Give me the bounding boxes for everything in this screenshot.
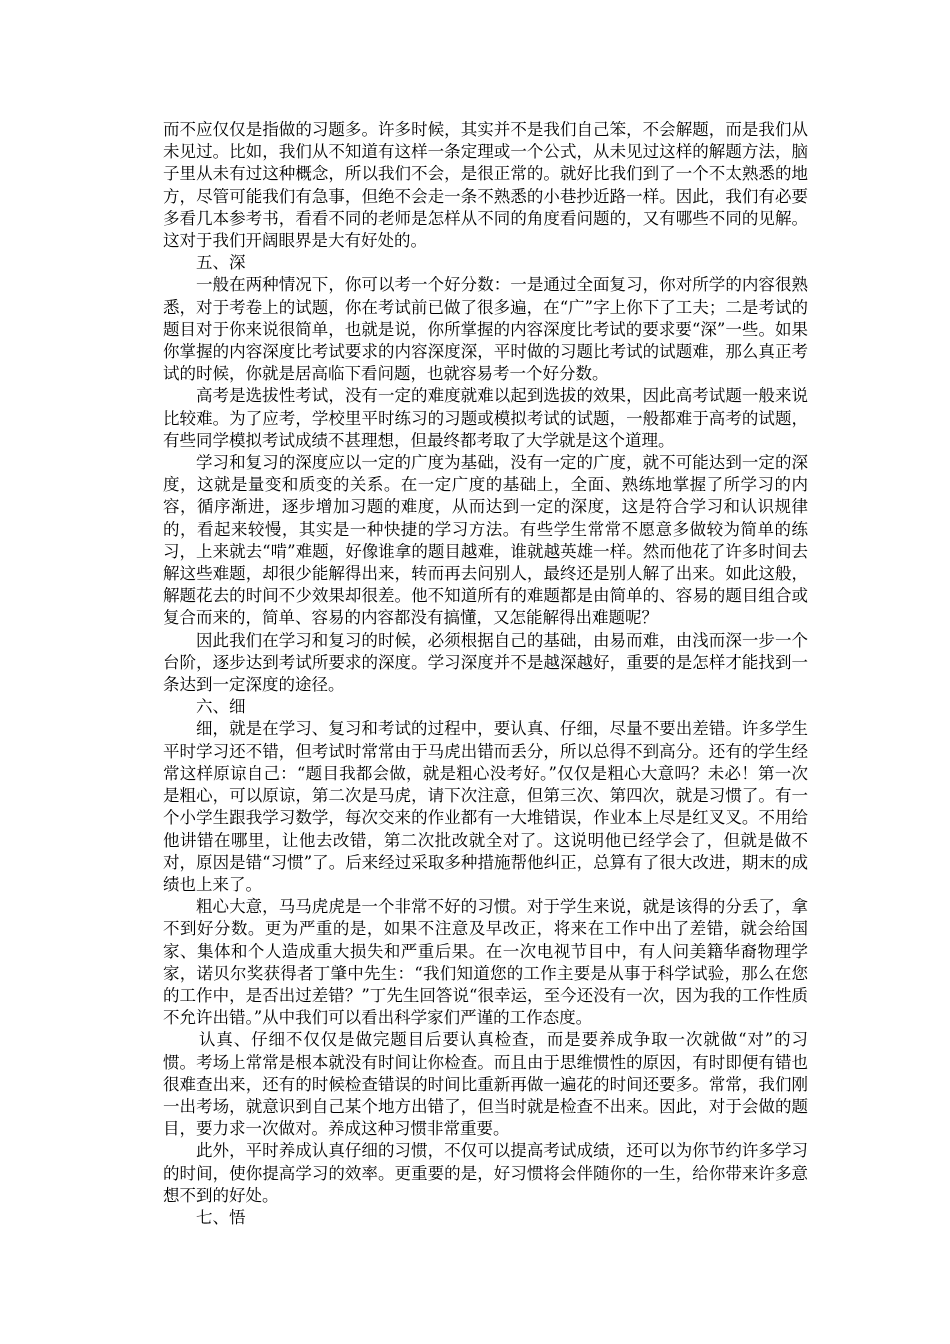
- paragraph: 因此我们在学习和复习的时候，必须根据自己的基础，由易而难，由浅而深一步一个台阶，逐步达到考试所要求的深度。学习深度并不是越深越好，重要的是怎样才能找到一条达到一定深度的途径。: [163, 630, 808, 695]
- document-body: [163, 119, 808, 1229]
- paragraph: 一般在两种情况下，你可以考一个好分数：一是通过全面复习，你对所学的内容很熟悉，对于考卷上的试题，你在考试前已做了很多遍，在“广”字上你下了工夫；二是考试的题目对于你来说很简单，也就是说，你所掌握的内容深度比考试的要求要“深”一些。如果你掌握的内容深度比考试要求的内容深度深，平时做的习题比考试的试题难，那么真正考试的时候，你就是居高临下看问题，也就容易考一个好分数。: [163, 275, 808, 384]
- paragraph: 细，就是在学习、复习和考试的过程中，要认真、仔细，尽量不要出差错。许多学生平时学习还不错，但考试时常常由于马虎出错而丢分，所以总得不到高分。还有的学生经常这样原谅自己：“题目我都会做，就是粗心没考好。”仅仅是粗心大意吗？未必！第一次是粗心，可以原谅，第二次是马虎，请下次注意，但第三次、第四次，就是习惯了。有一个小学生跟我学习数学，每次交来的作业都有一大堆错误，作业本上尽是红叉叉。不用给他讲错在哪里，让他去改错，第二次批改就全对了。这说明他已经学会了，但就是做不对，原因是错“习惯”了。后来经过采取多种措施帮他纠正，总算有了很大改进，期末的成绩也上来了。: [163, 719, 808, 894]
- paragraph: 认真、仔细不仅仅是做完题目后要认真检查，而是要养成争取一次就做“对”的习惯。考场上常常是根本就没有时间让你检查。而且由于思维惯性的原因，有时即便有错也很难查出来，还有的时候检查错误的时间比重新再做一遍花的时间还要多。常常，我们刚一出考场，就意识到自己某个地方出错了，但当时就是检查不出来。因此，对于会做的题目，要力求一次做对。养成这种习惯非常重要。: [163, 1030, 808, 1139]
- section-heading: 六、细: [196, 697, 246, 717]
- paragraph: 此外，平时养成认真仔细的习惯，不仅可以提高考试成绩，还可以为你节约许多学习的时间，使你提高学习的效率。更重要的是，好习惯将会伴随你的一生，给你带来许多意想不到的好处。: [163, 1141, 808, 1205]
- section-heading: 七、悟: [196, 1207, 246, 1227]
- paragraph: 粗心大意，马马虎虎是一个非常不好的习惯。对于学生来说，就是该得的分丢了，拿不到好分数。更为严重的是，如果不注意及早改正，将来在工作中出了差错，就会给国家、集体和个人造成重大损失和严重后果。在一次电视节目中，有人问美籍华裔物理学家，诺贝尔奖获得者丁肇中先生：“我们知道您的工作主要是从事于科学试验，那么在您的工作中，是否出过差错？”丁先生回答说“很幸运，至今还没有一次，因为我的工作性质不允许出错。”从中我们可以看出科学家们严谨的工作态度。: [163, 897, 808, 1028]
- paragraph: 高考是选拔性考试，没有一定的难度就难以起到选拔的效果，因此高考试题一般来说比较难。为了应考，学校里平时练习的习题或模拟考试的试题，一般都难于高考的试题，有些同学模拟考试成绩不甚理想，但最终都考取了大学就是这个道理。: [163, 386, 808, 450]
- paragraph: 学习和复习的深度应以一定的广度为基础，没有一定的广度，就不可能达到一定的深度，这就是量变和质变的关系。在一定广度的基础上，全面、熟练地掌握了所学习的内容，循序渐进，逐步增加习题的难度，从而达到一定的深度，这是符合学习和认识规律的，看起来较慢，其实是一种快捷的学习方法。有些学生常常不愿意多做较为简单的练习，上来就去“啃”难题，好像谁拿的题目越难，谁就越英雄一样。然而他花了许多时间去解这些难题，却很少能解得出来，转而再去问别人，最终还是别人解了出来。如此这般，解题花去的时间不少效果却很差。他不知道所有的难题都是由简单的、容易的题目组合或复合而来的，简单、容易的内容都没有搞懂，又怎能解得出难题呢？: [163, 453, 808, 628]
- paragraph: 而不应仅仅是指做的习题多。许多时候，其实并不是我们自己笨，不会解题，而是我们从未见过。比如，我们从不知道有这样一条定理或一个公式，从未见过这样的解题方法，脑子里从未有过这种概念，所以我们不会，是很正常的。就好比我们到了一个不太熟悉的地方，尽管可能我们有急事，但绝不会走一条不熟悉的小巷抄近路一样。因此，我们有必要多看几本参考书，看看不同的老师是怎样从不同的角度看问题的，又有哪些不同的见解。这对于我们开阔眼界是大有好处的。: [163, 120, 808, 251]
- section-heading: 五、深: [196, 253, 246, 273]
